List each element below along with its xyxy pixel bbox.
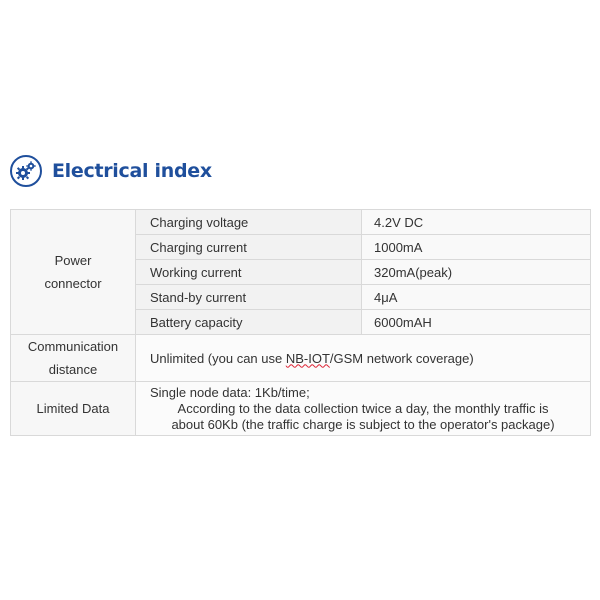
value-charging-current: 1000mA (362, 235, 591, 260)
param-working-current: Working current (136, 260, 362, 285)
param-standby-current: Stand-by current (136, 285, 362, 310)
comm-label-line: Communication (27, 339, 119, 354)
communication-distance-value (136, 335, 591, 382)
value-standby-current: 4μA (362, 285, 591, 310)
gears-icon (10, 155, 42, 187)
value-charging-voltage: 4.2V DC (362, 210, 591, 235)
value-battery-capacity: 6000mAH (362, 310, 591, 335)
power-connector-label (11, 210, 136, 335)
table-row (11, 335, 591, 382)
comm-text-marked: NB-IOT (285, 350, 330, 366)
comm-label-line: distance (48, 362, 98, 377)
group-label-line: Power (54, 253, 92, 268)
value-working-current: 320mA(peak) (362, 260, 591, 285)
table-row (11, 210, 591, 235)
limited-line: Single node data: 1Kb/time; (150, 384, 310, 400)
limited-line: about 60Kb (the traffic charge is subject to the operator's package) (171, 416, 555, 432)
section-heading (10, 154, 212, 188)
limited-line: According to the data collection twice a day, the monthly traffic is (177, 400, 549, 416)
group-label-line: connector (44, 276, 102, 291)
param-charging-voltage: Charging voltage (136, 210, 362, 235)
limited-data-label: Limited Data (11, 382, 136, 436)
communication-distance-label (11, 335, 136, 382)
comm-text: Unlimited (you can use (150, 350, 286, 366)
limited-data-value (136, 382, 591, 436)
comm-text: /GSM network coverage) (329, 350, 474, 366)
param-charging-current: Charging current (136, 235, 362, 260)
electrical-spec-table (10, 209, 591, 436)
table-row (11, 382, 591, 436)
section-title: Electrical index (52, 160, 212, 182)
param-battery-capacity: Battery capacity (136, 310, 362, 335)
